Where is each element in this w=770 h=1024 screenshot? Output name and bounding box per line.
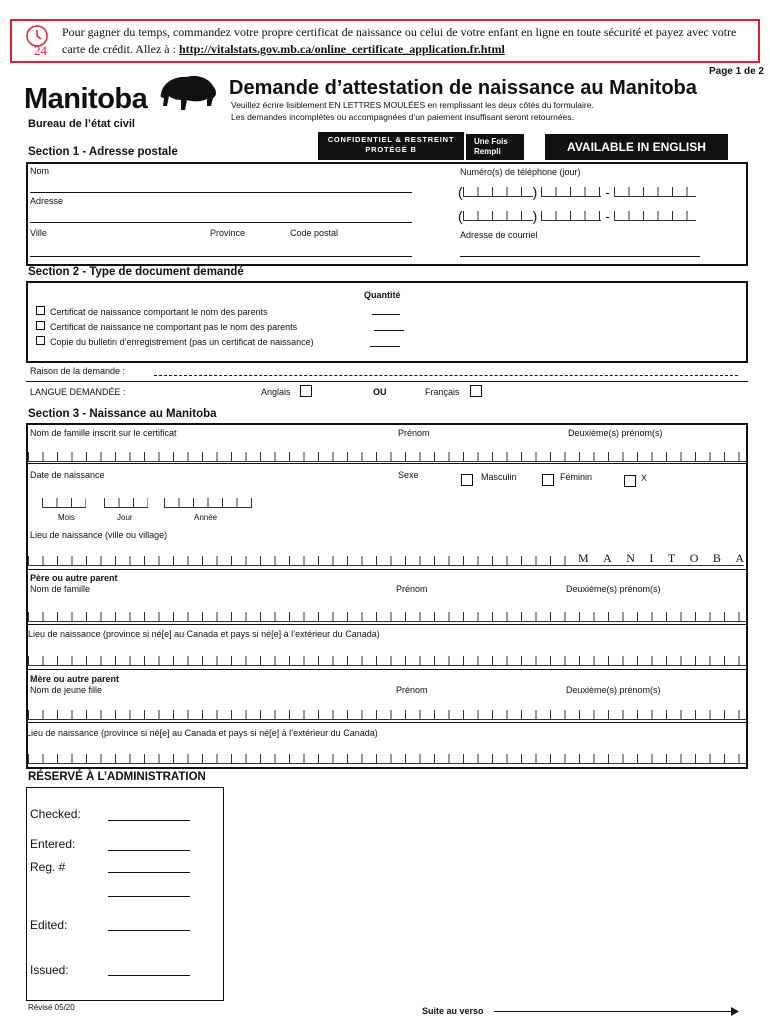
manitoba-letter: N <box>626 551 635 565</box>
telephone-label: Numéro(s) de téléphone (jour) <box>460 167 581 177</box>
manitoba-letters <box>578 551 744 566</box>
clock-24-icon <box>22 23 56 57</box>
month-comb[interactable] <box>42 498 86 508</box>
available-in-english-button[interactable]: AVAILABLE IN ENGLISH <box>545 134 728 160</box>
option-2-checkbox[interactable] <box>36 321 45 330</box>
manitoba-logo: Manitoba <box>24 83 148 115</box>
nom-famille-comb[interactable] <box>28 452 746 462</box>
masculin-checkbox[interactable] <box>461 474 473 486</box>
manitoba-letter: A <box>735 551 744 565</box>
manitoba-letter: M <box>578 551 589 565</box>
pere-deuxieme-label: Deuxième(s) prénom(s) <box>566 584 661 594</box>
phone-field-1[interactable]: ( ) - <box>458 184 696 200</box>
masculin-label: Masculin <box>481 472 517 482</box>
quantity-field-2[interactable] <box>374 322 404 331</box>
option-1-checkbox[interactable] <box>36 306 45 315</box>
option-3-label: Copie du bulletin d’enregistrement (pas un certificat de naissance) <box>50 337 314 347</box>
arrow-right-icon <box>731 1007 739 1016</box>
divider <box>26 722 748 723</box>
instruction-line-1: Veuillez écrire lisiblement EN LETTRES MOULÉES en remplissant les deux côtés du formulaire. <box>231 100 594 110</box>
anglais-label: Anglais <box>261 387 291 397</box>
quantity-field-1[interactable] <box>372 306 400 315</box>
nom-label: Nom <box>30 166 50 176</box>
section-1-title: Section 1 - Adresse postale <box>28 146 178 158</box>
phone-field-2[interactable]: ( ) - <box>458 208 696 224</box>
francais-checkbox[interactable] <box>470 385 482 397</box>
section-2-title: Section 2 - Type de document demandé <box>28 266 244 278</box>
langue-label: LANGUE DEMANDÉE : <box>30 387 126 397</box>
confidential-line-1: CONFIDENTIEL & RESTREINT <box>327 135 455 144</box>
divider <box>26 362 748 363</box>
quantite-label: Quantité <box>364 290 401 300</box>
mere-lieu-label: Lieu de naissance (province si né[e] au Canada et pays si né[e] à l’extérieur du Canada) <box>26 728 378 738</box>
divider <box>26 569 748 570</box>
deuxieme-prenom-label: Deuxième(s) prénom(s) <box>568 428 663 438</box>
reg-field-1[interactable] <box>108 860 190 873</box>
revision-date: Révisé 05/20 <box>28 1003 75 1012</box>
pere-nom-comb[interactable] <box>28 612 746 622</box>
pere-nom-label: Nom de famille <box>30 584 91 594</box>
option-2-label: Certificat de naissance ne comportant pas le nom des parents <box>50 322 298 332</box>
instruction-line-2: Les demandes incomplètes ou accompagnées d’un paiement insuffisant seront retournées. <box>231 112 574 122</box>
x-checkbox[interactable] <box>624 475 636 487</box>
svg-text:24: 24 <box>34 43 47 57</box>
divider <box>26 381 748 382</box>
bureau-label: Bureau de l’état civil <box>28 118 135 130</box>
continue-arrow-line <box>494 1011 734 1012</box>
online-application-link[interactable]: http://vitalstats.gov.mb.ca/online_certificate_application.fr.html <box>178 42 505 56</box>
adresse-field[interactable] <box>30 210 412 223</box>
feminin-checkbox[interactable] <box>542 474 554 486</box>
entered-field[interactable] <box>108 838 190 851</box>
year-comb[interactable] <box>164 498 252 508</box>
page-number: Page 1 de 2 <box>708 66 764 77</box>
francais-label: Français <box>425 387 460 397</box>
mere-nom-label: Nom de jeune fille <box>30 685 103 695</box>
bison-icon <box>157 72 219 114</box>
courriel-field[interactable] <box>460 244 700 257</box>
entered-label: Entered: <box>30 837 76 851</box>
rempli-line-2: Rempli <box>474 147 501 156</box>
option-2[interactable] <box>36 321 297 332</box>
manitoba-letter: B <box>712 551 721 565</box>
raison-label: Raison de la demande : <box>30 366 126 376</box>
manitoba-letter: T <box>667 551 676 565</box>
nom-famille-label: Nom de famille inscrit sur le certificat <box>30 428 177 438</box>
option-3-checkbox[interactable] <box>36 336 45 345</box>
confidential-badge <box>318 132 464 160</box>
prenom-label: Prénom <box>398 428 430 438</box>
date-naissance-label: Date de naissance <box>30 470 105 480</box>
edited-label: Edited: <box>30 918 68 932</box>
ville-label: Ville <box>30 228 47 238</box>
divider <box>26 463 748 464</box>
sexe-label: Sexe <box>398 470 419 480</box>
province-label: Province <box>210 228 246 238</box>
ville-province-code-field[interactable] <box>30 244 412 257</box>
ou-label: OU <box>373 387 387 397</box>
raison-field[interactable] <box>154 366 738 376</box>
mere-prenom-label: Prénom <box>396 685 428 695</box>
edited-field[interactable] <box>108 918 190 931</box>
manitoba-letter: I <box>649 551 654 565</box>
adresse-label: Adresse <box>30 196 64 206</box>
pere-lieu-label: Lieu de naissance (province si né[e] au Canada et pays si né[e] à l’extérieur du Canada) <box>28 629 380 639</box>
notice-text <box>62 24 752 58</box>
confidential-line-2: PROTÉGÉ B <box>365 145 417 154</box>
checked-label: Checked: <box>30 807 81 821</box>
issued-field[interactable] <box>108 963 190 976</box>
manitoba-letter: O <box>689 551 699 565</box>
mois-label: Mois <box>58 513 75 522</box>
pere-lieu-comb[interactable] <box>28 656 746 666</box>
admin-title: RÉSERVÉ À L’ADMINISTRATION <box>28 771 206 783</box>
option-1[interactable] <box>36 306 268 317</box>
reg-label: Reg. # <box>30 860 66 874</box>
quantity-field-3[interactable] <box>370 338 400 347</box>
issued-label: Issued: <box>30 963 69 977</box>
feminin-label: Féminin <box>560 472 593 482</box>
option-3[interactable] <box>36 336 314 347</box>
pere-title: Père ou autre parent <box>30 573 118 583</box>
code-postal-label: Code postal <box>290 228 339 238</box>
nom-field[interactable] <box>30 180 412 193</box>
lieu-label: Lieu de naissance (ville ou village) <box>30 530 168 540</box>
day-comb[interactable] <box>104 498 148 508</box>
lieu-comb[interactable] <box>28 556 578 566</box>
option-1-label: Certificat de naissance comportant le nom des parents <box>50 307 268 317</box>
mere-deuxieme-label: Deuxième(s) prénom(s) <box>566 685 661 695</box>
mere-nom-comb[interactable] <box>28 710 746 720</box>
anglais-checkbox[interactable] <box>300 385 312 397</box>
checked-field[interactable] <box>108 808 190 821</box>
rempli-line-1: Une Fois <box>474 137 508 146</box>
continue-on-back: Suite au verso <box>422 1006 484 1016</box>
once-filled-badge <box>466 134 524 160</box>
reg-field-2[interactable] <box>108 884 190 897</box>
manitoba-letter: A <box>603 551 612 565</box>
divider <box>26 624 748 625</box>
divider <box>26 669 748 670</box>
courriel-label: Adresse de courriel <box>460 230 538 240</box>
x-label: X <box>641 473 648 483</box>
mere-lieu-comb[interactable] <box>28 754 746 764</box>
form-title: Demande d’attestation de naissance au Manitoba <box>229 77 697 99</box>
pere-prenom-label: Prénom <box>396 584 428 594</box>
instructions <box>231 99 594 123</box>
annee-label: Année <box>194 513 218 522</box>
mere-title: Mère ou autre parent <box>30 674 120 684</box>
section-3-title: Section 3 - Naissance au Manitoba <box>28 408 217 420</box>
jour-label: Jour <box>117 513 133 522</box>
notice-body: Pour gagner du temps, commandez votre propre certificat de naissance ou celui de votre enfant en ligne en toute sécurité et payez avec votre carte de crédit. Allez à : <box>62 25 737 56</box>
